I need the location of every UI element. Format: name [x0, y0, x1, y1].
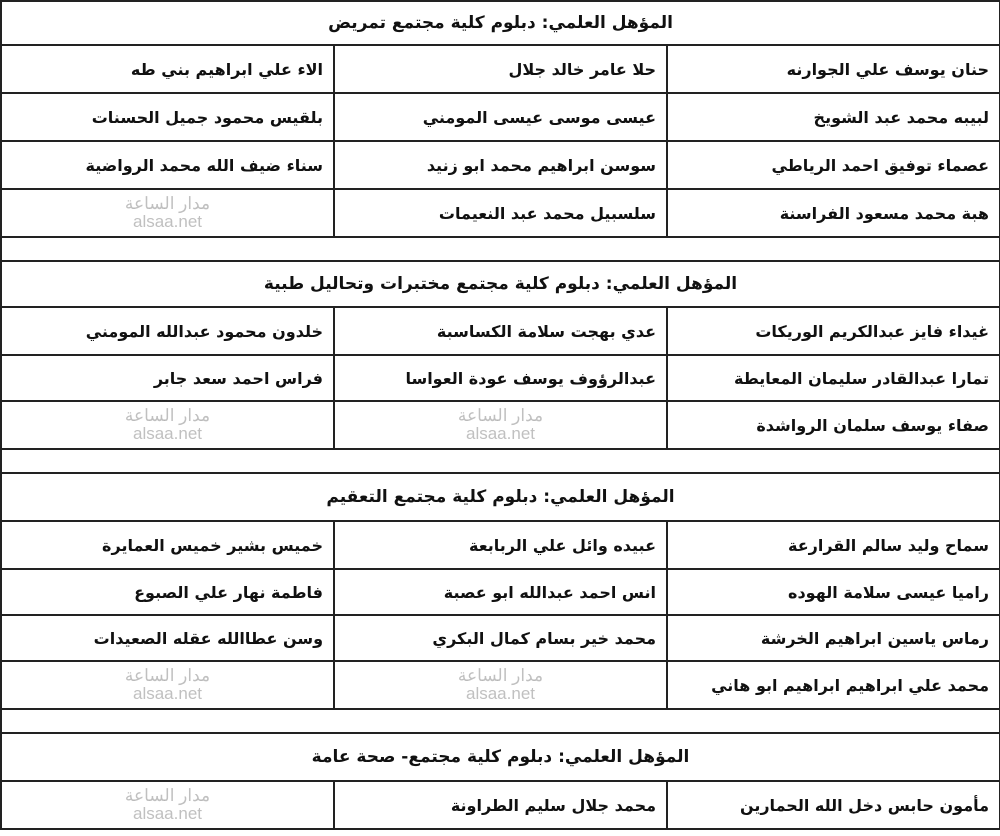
name-cell [1, 661, 334, 709]
table-row [1, 569, 1000, 615]
watermark-latin: alsaa.net [133, 424, 202, 443]
name-cell: محمد جلال سليم الطراونة [334, 781, 667, 829]
spacer-cell [1, 237, 1000, 261]
watermark-arabic: مدار الساعة [124, 666, 211, 685]
name-cell: غيداء فايز عبدالكريم الوريكات [667, 307, 1000, 355]
name-cell: الاء علي ابراهيم بني طه [1, 45, 334, 93]
name-cell: سلسبيل محمد عبد النعيمات [334, 189, 667, 237]
watermark-latin: alsaa.net [133, 684, 202, 703]
name-cell: خميس بشير خميس العمايرة [1, 521, 334, 569]
name-cell: تمارا عبدالقادر سليمان المعايطة [667, 355, 1000, 401]
name-cell: سوسن ابراهيم محمد ابو زنيد [334, 141, 667, 189]
name-cell: راميا عيسى سلامة الهوده [667, 569, 1000, 615]
name-cell: مأمون حابس دخل الله الحمارين [667, 781, 1000, 829]
spacer-cell [1, 449, 1000, 473]
table-row [1, 93, 1000, 141]
watermark-latin: alsaa.net [133, 804, 202, 823]
watermark [458, 667, 543, 703]
section-header-row [1, 1, 1000, 45]
name-cell: بلقيس محمود جميل الحسنات [1, 93, 334, 141]
name-cell: عدي بهجت سلامة الكساسبة [334, 307, 667, 355]
name-cell: سماح وليد سالم القرارعة [667, 521, 1000, 569]
name-cell: صفاء يوسف سلمان الرواشدة [667, 401, 1000, 449]
table-row [1, 401, 1000, 449]
section-header-row [1, 473, 1000, 521]
table-row [1, 307, 1000, 355]
name-cell: عصماء توفيق احمد الرياطي [667, 141, 1000, 189]
watermark-arabic: مدار الساعة [124, 406, 211, 425]
name-cell: هبة محمد مسعود الفراسنة [667, 189, 1000, 237]
watermark-latin: alsaa.net [466, 684, 535, 703]
table-row [1, 141, 1000, 189]
name-cell: محمد علي ابراهيم ابراهيم ابو هاني [667, 661, 1000, 709]
watermark [125, 667, 210, 703]
name-cell [1, 189, 334, 237]
section-spacer [1, 449, 1000, 473]
name-cell: فاطمة نهار علي الصبوع [1, 569, 334, 615]
section-header: المؤهل العلمي: دبلوم كلية مجتمع مختبرات وتحاليل طبية [1, 261, 1000, 307]
section-spacer [1, 237, 1000, 261]
table-row [1, 189, 1000, 237]
watermark [458, 407, 543, 443]
name-cell: لبيبه محمد عبد الشويخ [667, 93, 1000, 141]
watermark-latin: alsaa.net [466, 424, 535, 443]
watermark-arabic: مدار الساعة [457, 666, 544, 685]
name-cell: فراس احمد سعد جابر [1, 355, 334, 401]
watermark [125, 407, 210, 443]
table-row [1, 781, 1000, 829]
section-header-row [1, 261, 1000, 307]
name-cell [334, 401, 667, 449]
section-header: المؤهل العلمي: دبلوم كلية مجتمع تمريض [1, 1, 1000, 45]
watermark-latin: alsaa.net [133, 212, 202, 231]
name-cell: عيسى موسى عيسى المومني [334, 93, 667, 141]
table-row [1, 355, 1000, 401]
table-body [1, 1, 1000, 829]
name-cell: عبدالرؤوف يوسف عودة العواسا [334, 355, 667, 401]
name-cell: محمد خير بسام كمال البكري [334, 615, 667, 661]
section-header-row [1, 733, 1000, 781]
name-cell [334, 661, 667, 709]
watermark [125, 195, 210, 231]
section-header: المؤهل العلمي: دبلوم كلية مجتمع- صحة عامة [1, 733, 1000, 781]
watermark [125, 787, 210, 823]
name-cell: حنان يوسف علي الجوارنه [667, 45, 1000, 93]
watermark-arabic: مدار الساعة [124, 194, 211, 213]
name-cell: عبيده وائل علي الربابعة [334, 521, 667, 569]
watermark-arabic: مدار الساعة [124, 786, 211, 805]
name-cell [1, 781, 334, 829]
name-cell: حلا عامر خالد جلال [334, 45, 667, 93]
section-spacer [1, 709, 1000, 733]
name-cell: وسن عطاالله عقله الصعيدات [1, 615, 334, 661]
name-cell: انس احمد عبدالله ابو عصبة [334, 569, 667, 615]
table-row [1, 45, 1000, 93]
name-cell: رماس ياسين ابراهيم الخرشة [667, 615, 1000, 661]
name-cell: سناء ضيف الله محمد الرواضية [1, 141, 334, 189]
name-cell [1, 401, 334, 449]
section-header: المؤهل العلمي: دبلوم كلية مجتمع التعقيم [1, 473, 1000, 521]
watermark-arabic: مدار الساعة [457, 406, 544, 425]
table-row [1, 615, 1000, 661]
table-row [1, 661, 1000, 709]
table-row [1, 521, 1000, 569]
spacer-cell [1, 709, 1000, 733]
name-cell: خلدون محمود عبدالله المومني [1, 307, 334, 355]
